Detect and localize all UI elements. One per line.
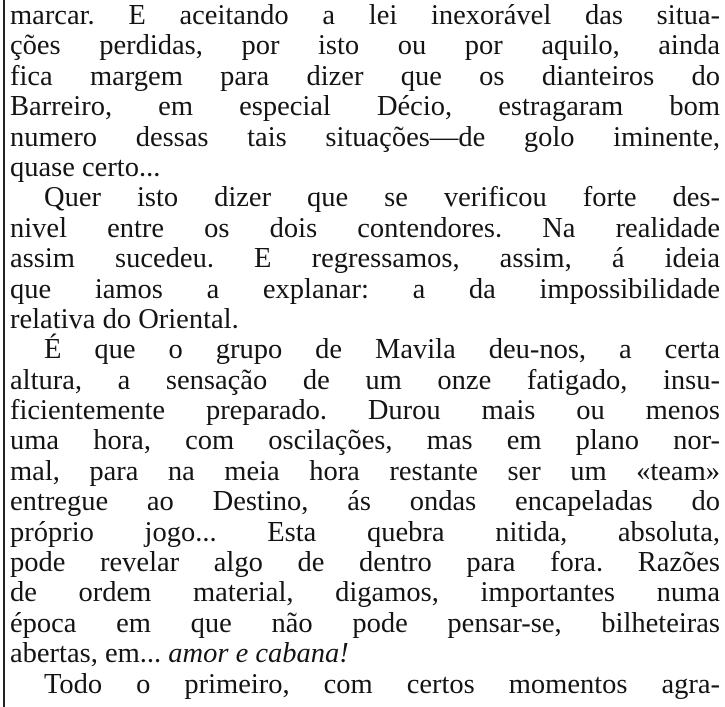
column-rule <box>3 0 5 707</box>
text-line: quase certo... <box>10 151 161 183</box>
text-line: É que o grupo de Mavila deu-nos, a certa <box>44 334 720 366</box>
text-line: assim sucedeu. E regressamos, assim, á ideia <box>10 243 720 275</box>
text-line <box>10 639 720 669</box>
text-line: numero dessas tais situações—de golo iminente, <box>10 121 720 153</box>
text-line: nivel entre os dois contendores. Na realidade <box>10 212 720 244</box>
text-line: de ordem material, digamos, importantes numa <box>10 577 720 609</box>
text-line: Quer isto dizer que se verificou forte des- <box>44 182 720 214</box>
text-line: mal, para na meia hora restante ser um «team» <box>10 455 720 487</box>
text-line: que iamos a explanar: a da impossibilidade <box>10 273 720 305</box>
text-italic: amor e cabana! <box>168 638 349 670</box>
text-line: Barreiro, em especial Décio, estragaram bom <box>10 91 720 123</box>
text-line: próprio jogo... Esta quebra nitida, absoluta, <box>10 516 720 548</box>
text-line: altura, a sensação de um onze fatigado, insu- <box>10 364 720 396</box>
text-line: marcar. E aceitando a lei inexorável das situa- <box>10 0 720 31</box>
text-line: época em que não pode pensar-se, bilheteiras <box>10 607 720 639</box>
text-line: uma hora, com oscilações, mas em plano nor- <box>10 425 720 457</box>
text-plain: abertas, em... <box>10 638 169 670</box>
article-column <box>10 1 720 700</box>
text-line: Todo o primeiro, com certos momentos agra- <box>44 668 720 700</box>
text-line: pode revelar algo de dentro para fora. Razões <box>10 547 720 579</box>
text-line: ficientemente preparado. Durou mais ou menos <box>10 395 720 427</box>
text-line: ções perdidas, por isto ou por aquilo, ainda <box>10 30 720 62</box>
text-line: fica margem para dizer que os dianteiros do <box>10 60 720 92</box>
text-line: entregue ao Destino, ás ondas encapeladas do <box>10 486 720 518</box>
text-line: relativa do Oriental. <box>10 303 239 335</box>
